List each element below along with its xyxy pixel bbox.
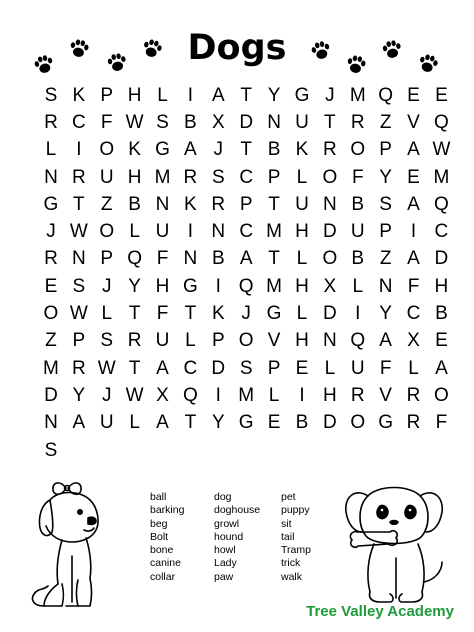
grid-letter: I	[187, 221, 194, 243]
grid-letter: M	[43, 357, 59, 379]
grid-letter: Z	[379, 248, 392, 270]
grid-letter: K	[72, 84, 86, 106]
grid-letter: R	[44, 111, 58, 133]
grid-letter: L	[101, 303, 113, 325]
grid-letter: J	[101, 384, 112, 406]
grid-letter: G	[155, 139, 170, 161]
grid-letter: E	[295, 357, 309, 379]
puppy-with-bone-illustration	[338, 478, 450, 606]
grid-letter: L	[185, 330, 196, 352]
grid-letter: L	[129, 221, 140, 243]
grid-letter: I	[410, 221, 417, 243]
grid-letter: G	[294, 84, 310, 106]
grid-letter: R	[350, 384, 365, 406]
grid-letter: G	[43, 193, 59, 215]
grid-letter: J	[101, 275, 112, 297]
paw-print-icon	[415, 51, 442, 78]
grid-letter: Q	[183, 384, 198, 406]
grid-letter: E	[267, 412, 281, 434]
grid-letter: D	[239, 111, 254, 133]
grid-letter: P	[100, 84, 114, 106]
grid-letter: M	[154, 166, 171, 188]
grid-letter: J	[213, 139, 224, 161]
grid-letter: O	[350, 139, 366, 161]
grid-letter: K	[184, 193, 197, 215]
grid-letter: L	[296, 303, 308, 325]
grid-letter: G	[238, 412, 254, 434]
page-title: Dogs	[187, 28, 287, 68]
word-item: Bolt	[150, 530, 169, 543]
grid-letter: A	[407, 193, 420, 215]
grid-letter: U	[155, 330, 170, 352]
grid-letter: N	[183, 248, 198, 270]
grid-letter: S	[72, 275, 86, 297]
grid-letter: R	[44, 248, 58, 270]
grid-letter: T	[184, 412, 197, 434]
grid-letter: K	[211, 303, 225, 325]
grid-letter: A	[184, 139, 197, 161]
grid-letter: E	[407, 166, 420, 188]
word-item: Lady	[214, 557, 237, 570]
grid-letter: B	[128, 193, 141, 215]
grid-letter: Y	[267, 84, 281, 106]
grid-letter: A	[407, 248, 420, 270]
grid-letter: S	[379, 193, 392, 215]
grid-letter: U	[350, 221, 365, 243]
grid-letter: S	[44, 439, 58, 461]
grid-letter: F	[435, 412, 448, 434]
grid-letter: X	[211, 111, 225, 133]
grid-letter: T	[128, 303, 141, 325]
grid-letter: P	[267, 166, 281, 188]
grid-letter: T	[324, 111, 336, 133]
grid-letter: X	[407, 330, 420, 352]
grid-letter: G	[183, 275, 198, 297]
grid-letter: A	[211, 84, 225, 106]
grid-letter: B	[351, 193, 365, 215]
grid-letter: T	[268, 193, 280, 215]
grid-letter: I	[299, 384, 305, 406]
grid-letter: E	[435, 330, 448, 352]
girl-puppy-with-bow-illustration	[22, 478, 122, 618]
word-item: tail	[281, 530, 295, 543]
word-item: beg	[150, 517, 168, 530]
grid-letter: Q	[434, 193, 449, 215]
grid-letter: J	[241, 303, 251, 325]
brand-credit: Tree Valley Academy	[306, 603, 454, 620]
grid-letter: H	[295, 221, 309, 243]
paw-print-icon	[343, 52, 368, 77]
grid-letter: A	[435, 357, 448, 379]
grid-letter: H	[295, 275, 309, 297]
grid-letter: O	[99, 221, 115, 243]
grid-letter: A	[239, 248, 253, 270]
grid-letter: N	[71, 248, 86, 270]
grid-letter: J	[325, 84, 335, 106]
grid-letter: K	[295, 139, 309, 161]
word-item: walk	[281, 570, 303, 583]
grid-letter: O	[99, 139, 115, 161]
grid-letter: R	[71, 166, 86, 188]
paw-print-icon	[66, 36, 91, 61]
grid-letter: O	[322, 166, 338, 188]
grid-letter: R	[211, 193, 226, 215]
paw-print-icon	[104, 50, 129, 75]
grid-letter: I	[215, 275, 221, 297]
word-item: puppy	[281, 504, 310, 517]
grid-letter: N	[378, 275, 393, 297]
grid-letter: W	[69, 303, 88, 325]
word-item: trick	[281, 557, 301, 570]
grid-letter: S	[100, 330, 114, 352]
grid-letter: M	[433, 166, 450, 188]
grid-letter: Y	[211, 412, 225, 434]
grid-letter: C	[434, 221, 449, 243]
grid-letter: W	[432, 139, 451, 161]
grid-letter: G	[266, 303, 282, 325]
word-item: dog	[214, 491, 232, 503]
grid-letter: W	[69, 221, 88, 243]
word-item: howl	[214, 544, 236, 557]
grid-letter: N	[44, 412, 58, 434]
word-item: hound	[214, 530, 244, 543]
grid-letter: I	[355, 303, 361, 325]
grid-letter: O	[434, 384, 449, 406]
grid-letter: Q	[127, 248, 142, 270]
grid-letter: Y	[128, 275, 141, 297]
grid-letter: O	[350, 412, 366, 434]
grid-letter: F	[100, 111, 113, 133]
grid-letter: S	[156, 111, 169, 133]
grid-letter: B	[267, 139, 281, 161]
grid-letter: L	[296, 248, 308, 270]
grid-letter: F	[407, 275, 420, 297]
grid-letter: M	[266, 275, 282, 297]
grid-letter: D	[44, 384, 58, 406]
grid-letter: R	[406, 412, 421, 434]
grid-letter: P	[100, 248, 114, 270]
grid-letter: O	[322, 248, 338, 270]
grid-letter: Y	[72, 384, 86, 406]
grid-letter: V	[267, 330, 281, 352]
grid-letter: H	[127, 166, 142, 188]
grid-letter: S	[44, 84, 58, 106]
grid-letter: H	[127, 84, 142, 106]
grid-letter: B	[435, 303, 448, 325]
grid-letter: D	[434, 248, 449, 270]
grid-letter: H	[155, 275, 170, 297]
grid-letter: G	[378, 412, 394, 434]
grid-letter: T	[268, 248, 280, 270]
grid-letter: B	[295, 412, 309, 434]
grid-letter: X	[323, 275, 337, 297]
grid-letter: A	[379, 330, 392, 352]
word-item: canine	[150, 557, 181, 570]
grid-letter: U	[295, 193, 309, 215]
grid-letter: L	[268, 384, 280, 406]
grid-letter: D	[211, 357, 226, 379]
grid-letter: W	[125, 384, 144, 406]
grid-letter: L	[157, 84, 168, 106]
grid-letter: L	[408, 357, 419, 379]
grid-letter: V	[379, 384, 392, 406]
grid-letter: F	[379, 357, 392, 379]
grid-letter: Z	[100, 193, 113, 215]
grid-letter: C	[239, 221, 254, 243]
grid-letter: F	[156, 248, 169, 270]
grid-letter: H	[295, 330, 309, 352]
grid-letter: U	[155, 221, 170, 243]
grid-letter: M	[266, 221, 282, 243]
word-item: pet	[281, 491, 296, 503]
grid-letter: C	[406, 303, 421, 325]
grid-letter: R	[322, 139, 337, 161]
grid-letter: N	[155, 193, 170, 215]
grid-letter: A	[72, 412, 86, 434]
grid-letter: N	[267, 111, 281, 133]
grid-letter: X	[156, 384, 169, 406]
word-item: barking	[150, 504, 185, 517]
grid-letter: O	[43, 303, 59, 325]
word-list-column	[281, 491, 341, 584]
word-item: paw	[214, 570, 234, 583]
grid-letter: I	[215, 384, 221, 406]
grid-letter: R	[406, 384, 421, 406]
grid-letter: B	[184, 111, 197, 133]
word-item: sit	[281, 517, 292, 530]
grid-letter: I	[187, 84, 194, 106]
paw-print-icon	[379, 37, 404, 62]
word-list	[150, 491, 341, 584]
word-item: ball	[150, 491, 167, 503]
grid-letter: C	[183, 357, 198, 379]
grid-letter: I	[76, 139, 82, 161]
grid-letter: E	[407, 84, 420, 106]
word-item: collar	[150, 570, 176, 583]
grid-letter: T	[240, 84, 252, 106]
grid-letter: R	[71, 357, 86, 379]
grid-letter: W	[97, 357, 116, 379]
grid-letter: P	[379, 139, 392, 161]
grid-letter: L	[296, 166, 308, 188]
grid-letter: N	[322, 330, 337, 352]
grid-letter: L	[45, 139, 57, 161]
grid-letter: Z	[379, 111, 392, 133]
grid-letter: Q	[238, 275, 254, 297]
grid-letter: P	[379, 221, 392, 243]
grid-letter: Q	[434, 111, 449, 133]
grid-letter: J	[46, 221, 56, 243]
grid-letter: U	[99, 412, 114, 434]
grid-letter: S	[211, 166, 225, 188]
grid-letter: H	[322, 384, 337, 406]
grid-letter: E	[435, 84, 448, 106]
grid-letter: T	[128, 357, 141, 379]
grid-letter: T	[240, 139, 252, 161]
grid-letter: N	[44, 166, 58, 188]
grid-letter: U	[99, 166, 114, 188]
grid-letter: V	[407, 111, 420, 133]
grid-letter: U	[295, 111, 309, 133]
grid-letter: Q	[350, 330, 366, 352]
grid-letter: A	[156, 412, 169, 434]
grid-letter: T	[184, 303, 197, 325]
grid-letter: B	[211, 248, 225, 270]
grid-letter: Y	[379, 303, 392, 325]
grid-letter: R	[183, 166, 198, 188]
grid-letter: M	[238, 384, 255, 406]
grid-letter: A	[407, 139, 420, 161]
grid-letter: F	[156, 303, 169, 325]
word-list-column	[214, 491, 281, 584]
grid-letter: P	[239, 193, 253, 215]
word-item: bone	[150, 544, 174, 557]
grid-letter: P	[267, 357, 281, 379]
grid-letter: M	[349, 84, 366, 106]
grid-letter: Q	[378, 84, 394, 106]
grid-letter: N	[211, 221, 226, 243]
grid-letter: D	[322, 221, 337, 243]
grid-letter: W	[125, 111, 144, 133]
grid-letter: P	[211, 330, 225, 352]
grid-letter: L	[129, 412, 140, 434]
grid-letter: K	[128, 139, 141, 161]
grid-letter: F	[351, 166, 364, 188]
grid-letter: Y	[379, 166, 392, 188]
grid-letter: A	[156, 357, 169, 379]
grid-letter: P	[72, 330, 86, 352]
grid-letter: S	[239, 357, 253, 379]
letter-grid	[37, 82, 455, 491]
grid-letter: L	[352, 275, 364, 297]
grid-letter: B	[351, 248, 365, 270]
word-item: growl	[214, 517, 240, 530]
grid-letter: Z	[45, 330, 57, 352]
grid-letter: E	[44, 275, 58, 297]
grid-letter: D	[322, 303, 337, 325]
word-list-column	[150, 491, 214, 584]
word-item: Tramp	[281, 544, 311, 557]
grid-letter: R	[127, 330, 142, 352]
grid-letter: H	[434, 275, 449, 297]
grid-letter: C	[239, 166, 254, 188]
grid-letter: O	[238, 330, 254, 352]
grid-letter: D	[322, 412, 337, 434]
grid-letter: R	[350, 111, 365, 133]
word-item: doghouse	[214, 504, 261, 517]
grid-letter: C	[71, 111, 86, 133]
grid-letter: L	[324, 357, 336, 379]
grid-letter: T	[73, 193, 85, 215]
grid-letter: U	[350, 357, 365, 379]
grid-letter: N	[322, 193, 337, 215]
